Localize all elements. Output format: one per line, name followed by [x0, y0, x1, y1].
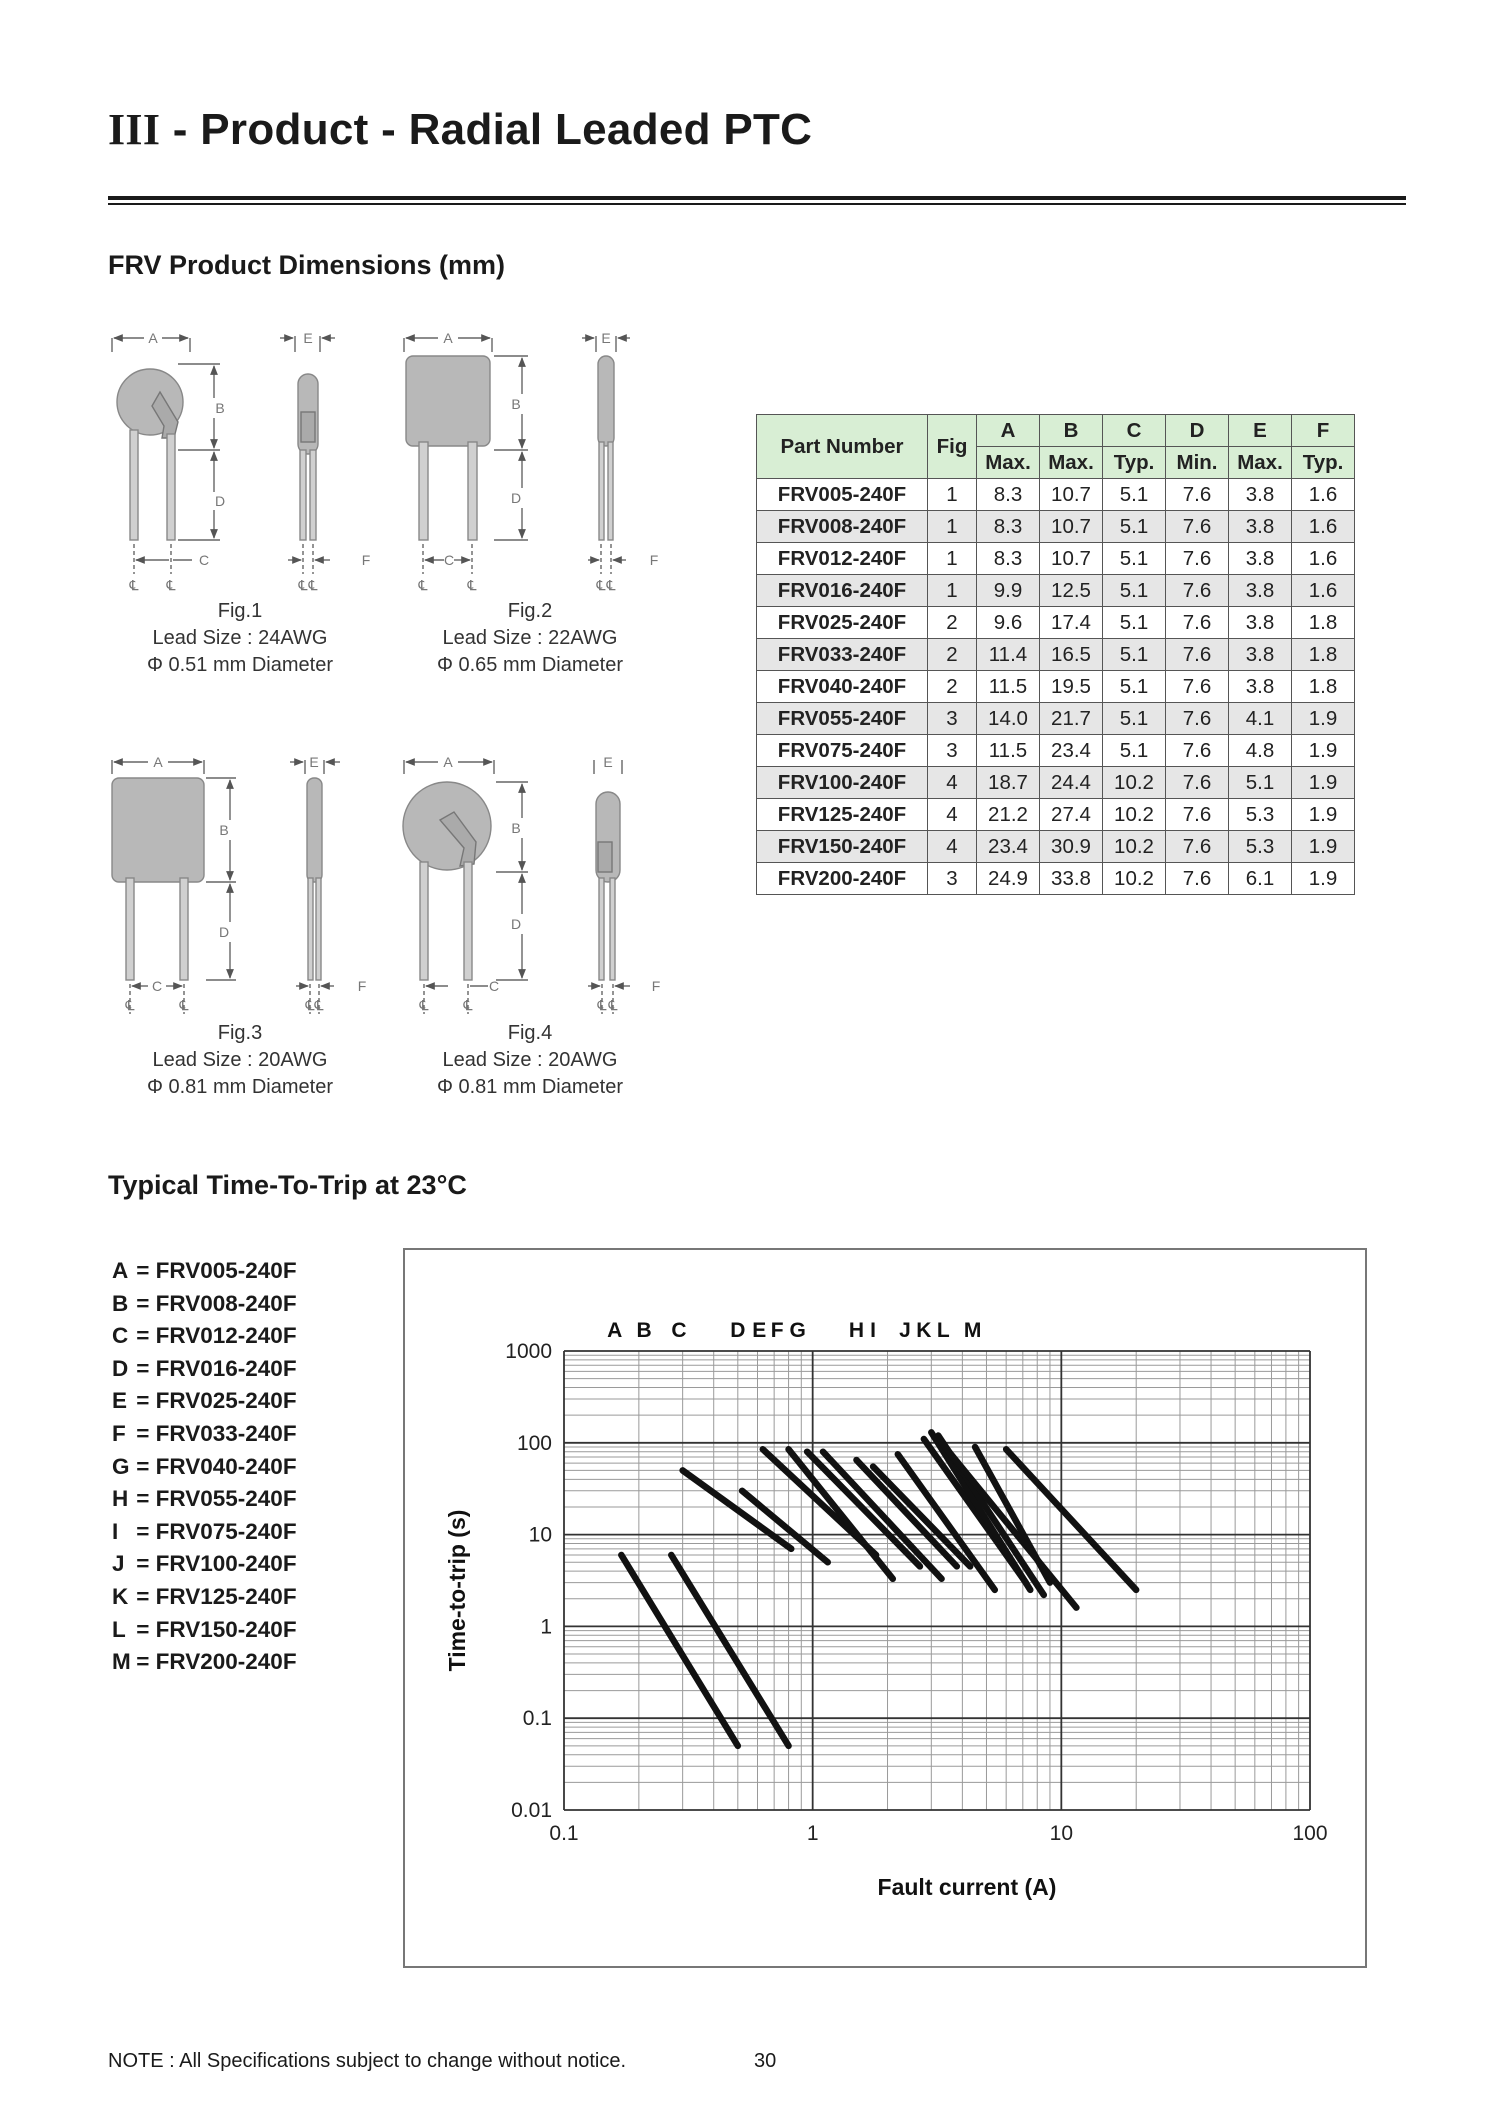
fig1-label-f: F: [361, 552, 371, 568]
cell-a: 23.4: [977, 831, 1040, 863]
cell-a: 11.4: [977, 639, 1040, 671]
fig2-name: Fig.2: [507, 600, 553, 622]
fig3-label-c: C: [151, 978, 163, 994]
cell-d: 7.6: [1166, 511, 1229, 543]
title-rule-thick: [108, 196, 1406, 200]
header-col-e: E: [1229, 415, 1292, 447]
dimensions-heading: FRV Product Dimensions (mm): [108, 250, 506, 280]
cell-d: 7.6: [1166, 863, 1229, 895]
fig1-label-d: D: [214, 493, 226, 509]
cell-e: 4.1: [1229, 703, 1292, 735]
cell-e: 3.8: [1229, 607, 1292, 639]
cell-d: 7.6: [1166, 799, 1229, 831]
cell-e: 5.3: [1229, 831, 1292, 863]
legend-equals: =: [130, 1518, 156, 1544]
legend-entry: [112, 1418, 297, 1451]
subheader-col-a: Max.: [977, 447, 1040, 479]
page-title-text: - Product - Radial Leaded PTC: [160, 105, 813, 154]
centerline-symbol: ℄: [179, 997, 189, 1013]
centerline-symbol: ℄: [166, 577, 176, 593]
cell-fig: 1: [928, 479, 977, 511]
cell-fig: 3: [928, 735, 977, 767]
legend-equals: =: [130, 1355, 156, 1381]
cell-b: 16.5: [1040, 639, 1103, 671]
cell-b: 30.9: [1040, 831, 1103, 863]
series-label: A: [607, 1319, 623, 1342]
trip-chart: [405, 1250, 1365, 1966]
cell-part-number: FRV025-240F: [757, 607, 928, 639]
table-row: [757, 799, 1355, 831]
fig4-diameter: Φ 0.81 mm Diameter: [436, 1076, 623, 1098]
cell-f: 1.6: [1292, 575, 1355, 607]
fig4-label-e: E: [603, 754, 613, 770]
legend-key: A: [112, 1258, 129, 1283]
cell-d: 7.6: [1166, 607, 1229, 639]
fig3-label-e: E: [309, 754, 319, 770]
cell-f: 1.6: [1292, 479, 1355, 511]
cell-fig: 4: [928, 767, 977, 799]
x-tick-label: 1: [806, 1822, 819, 1845]
fig3-label-b: B: [219, 822, 229, 838]
dimensions-table: [756, 414, 1355, 895]
fig4-label-c: C: [488, 978, 500, 994]
cell-f: 1.9: [1292, 735, 1355, 767]
cell-part-number: FRV012-240F: [757, 543, 928, 575]
cell-f: 1.8: [1292, 639, 1355, 671]
centerline-symbol: ℄: [129, 577, 139, 593]
series-label: I: [870, 1319, 877, 1342]
table-row: [757, 831, 1355, 863]
legend-entry: [112, 1320, 297, 1353]
dimension-figures: [108, 322, 668, 1112]
cell-part-number: FRV055-240F: [757, 703, 928, 735]
cell-e: 3.8: [1229, 479, 1292, 511]
fig1-side-drawing: [280, 336, 335, 574]
page-number: 30: [754, 2050, 777, 2072]
fig2-label-d: D: [510, 490, 522, 506]
legend-equals: =: [130, 1323, 156, 1349]
legend-part: FRV055-240F: [155, 1486, 297, 1512]
cell-e: 3.8: [1229, 511, 1292, 543]
cell-c: 5.1: [1103, 575, 1166, 607]
fig3-diameter: Φ 0.81 mm Diameter: [146, 1076, 333, 1098]
cell-c: 10.2: [1103, 767, 1166, 799]
cell-d: 7.6: [1166, 831, 1229, 863]
cell-d: 7.6: [1166, 767, 1229, 799]
cell-b: 10.7: [1040, 479, 1103, 511]
cell-f: 1.9: [1292, 767, 1355, 799]
cell-d: 7.6: [1166, 639, 1229, 671]
centerline-symbol: ℄: [608, 997, 618, 1013]
subheader-col-e: Max.: [1229, 447, 1292, 479]
fig4-label-a: A: [443, 754, 453, 770]
cell-part-number: FRV016-240F: [757, 575, 928, 607]
cell-d: 7.6: [1166, 735, 1229, 767]
trip-heading: Typical Time-To-Trip at 23°C: [108, 1170, 467, 1200]
fig1-front-drawing: [112, 338, 220, 574]
cell-f: 1.8: [1292, 607, 1355, 639]
y-tick-label: 0.1: [522, 1707, 552, 1731]
footer-note: NOTE : All Specifications subject to change without notice.: [108, 2050, 627, 2072]
cell-part-number: FRV040-240F: [757, 671, 928, 703]
cell-d: 7.6: [1166, 543, 1229, 575]
legend-equals: =: [130, 1453, 156, 1479]
fig4-name: Fig.4: [507, 1022, 553, 1044]
dimensions-table-body: [757, 479, 1355, 895]
cell-e: 3.8: [1229, 639, 1292, 671]
cell-a: 18.7: [977, 767, 1040, 799]
subheader-col-d: Min.: [1166, 447, 1229, 479]
legend-entry: [112, 1353, 297, 1386]
cell-e: 5.1: [1229, 767, 1292, 799]
header-fig: Fig: [928, 415, 977, 479]
fig4-lead-size: Lead Size : 20AWG: [442, 1049, 618, 1071]
legend-entry: [112, 1614, 297, 1647]
cell-part-number: FRV100-240F: [757, 767, 928, 799]
series-label: D: [730, 1319, 746, 1342]
cell-a: 14.0: [977, 703, 1040, 735]
legend-equals: =: [130, 1583, 156, 1609]
legend-part: FRV200-240F: [155, 1649, 297, 1675]
cell-b: 23.4: [1040, 735, 1103, 767]
x-tick-label: 0.1: [549, 1822, 579, 1845]
centerline-symbol: ℄: [418, 577, 428, 593]
centerline-symbol: ℄: [606, 577, 616, 593]
cell-fig: 1: [928, 575, 977, 607]
legend-part: FRV100-240F: [155, 1551, 297, 1577]
cell-c: 10.2: [1103, 831, 1166, 863]
table-row: [757, 607, 1355, 639]
legend-equals: =: [130, 1486, 156, 1512]
fig4-side-drawing: [588, 760, 630, 1014]
legend-entry: [112, 1548, 297, 1581]
legend-part: FRV033-240F: [155, 1420, 297, 1446]
cell-b: 10.7: [1040, 511, 1103, 543]
legend-part: FRV008-240F: [155, 1290, 297, 1316]
table-row: [757, 735, 1355, 767]
legend-key: K: [112, 1583, 129, 1609]
series-label: G: [789, 1319, 806, 1342]
cell-e: 5.3: [1229, 799, 1292, 831]
cell-b: 12.5: [1040, 575, 1103, 607]
legend-entry: [112, 1255, 297, 1288]
fig1-lead-size: Lead Size : 24AWG: [152, 627, 328, 649]
cell-a: 24.9: [977, 863, 1040, 895]
subheader-col-f: Typ.: [1292, 447, 1355, 479]
cell-b: 21.7: [1040, 703, 1103, 735]
y-tick-label: 100: [516, 1431, 552, 1455]
cell-part-number: FRV008-240F: [757, 511, 928, 543]
legend-key: M: [112, 1649, 131, 1675]
fig3-lead-size: Lead Size : 20AWG: [152, 1049, 328, 1071]
table-row: [757, 511, 1355, 543]
legend-key: L: [112, 1616, 126, 1642]
cell-part-number: FRV200-240F: [757, 863, 928, 895]
y-tick-label: 1: [540, 1615, 552, 1639]
cell-fig: 1: [928, 543, 977, 575]
legend-entry: [112, 1288, 297, 1321]
fig4-label-f: F: [651, 978, 661, 994]
legend-key: J: [112, 1551, 125, 1577]
centerline-symbol: ℄: [308, 577, 318, 593]
cell-a: 9.6: [977, 607, 1040, 639]
series-label: H: [848, 1319, 865, 1342]
cell-fig: 2: [928, 607, 977, 639]
legend-key: B: [112, 1290, 129, 1316]
table-header-row: [757, 415, 1355, 447]
cell-f: 1.9: [1292, 863, 1355, 895]
cell-fig: 4: [928, 799, 977, 831]
fig2-label-a: A: [443, 330, 453, 346]
cell-a: 9.9: [977, 575, 1040, 607]
cell-c: 5.1: [1103, 479, 1166, 511]
subheader-col-c: Typ.: [1103, 447, 1166, 479]
legend-entry: [112, 1646, 297, 1679]
table-row: [757, 863, 1355, 895]
cell-d: 7.6: [1166, 703, 1229, 735]
fig2-lead-size: Lead Size : 22AWG: [442, 627, 618, 649]
legend-key: G: [112, 1453, 130, 1479]
cell-fig: 3: [928, 703, 977, 735]
legend-part: FRV005-240F: [155, 1258, 297, 1283]
header-part-number: Part Number: [757, 415, 928, 479]
fig4-caption: [400, 1020, 660, 1101]
series-label: J: [899, 1319, 911, 1342]
series-label: M: [963, 1319, 982, 1342]
series-label: E: [752, 1319, 767, 1342]
cell-d: 7.6: [1166, 671, 1229, 703]
table-row: [757, 703, 1355, 735]
cell-c: 5.1: [1103, 511, 1166, 543]
cell-e: 3.8: [1229, 575, 1292, 607]
cell-b: 19.5: [1040, 671, 1103, 703]
fig1-label-c: C: [198, 552, 210, 568]
cell-c: 5.1: [1103, 735, 1166, 767]
legend-part: FRV150-240F: [155, 1616, 297, 1642]
header-col-f: F: [1292, 415, 1355, 447]
legend-entry: [112, 1516, 297, 1549]
legend-key: F: [112, 1420, 126, 1446]
cell-fig: 3: [928, 863, 977, 895]
cell-fig: 2: [928, 671, 977, 703]
cell-e: 4.8: [1229, 735, 1292, 767]
cell-b: 33.8: [1040, 863, 1103, 895]
legend-equals: =: [130, 1420, 156, 1446]
cell-part-number: FRV033-240F: [757, 639, 928, 671]
y-axis-label: Time-to-trip (s): [444, 1509, 470, 1672]
trip-legend: [112, 1255, 297, 1679]
cell-c: 5.1: [1103, 639, 1166, 671]
legend-key: C: [112, 1323, 129, 1349]
legend-equals: =: [130, 1616, 156, 1642]
cell-b: 27.4: [1040, 799, 1103, 831]
fig2-label-c: C: [443, 552, 455, 568]
fig3-label-d: D: [218, 924, 230, 940]
series-label: L: [936, 1319, 950, 1342]
legend-part: FRV040-240F: [155, 1453, 297, 1479]
fig4-front-drawing: [403, 760, 528, 1014]
cell-f: 1.9: [1292, 703, 1355, 735]
table-row: [757, 767, 1355, 799]
cell-f: 1.8: [1292, 671, 1355, 703]
legend-part: FRV012-240F: [155, 1323, 297, 1349]
cell-e: 3.8: [1229, 671, 1292, 703]
cell-a: 8.3: [977, 479, 1040, 511]
legend-entry: [112, 1581, 297, 1614]
trip-chart-frame: [403, 1248, 1367, 1968]
header-col-d: D: [1166, 415, 1229, 447]
cell-f: 1.6: [1292, 511, 1355, 543]
legend-key: D: [112, 1355, 129, 1381]
y-tick-label: 0.01: [511, 1799, 552, 1822]
cell-c: 10.2: [1103, 863, 1166, 895]
cell-d: 7.6: [1166, 479, 1229, 511]
cell-part-number: FRV125-240F: [757, 799, 928, 831]
legend-part: FRV016-240F: [155, 1355, 297, 1381]
cell-d: 7.6: [1166, 575, 1229, 607]
fig3-label-a: A: [153, 754, 163, 770]
series-label: K: [916, 1319, 932, 1342]
roman-numeral: III: [108, 105, 161, 154]
legend-equals: =: [130, 1290, 156, 1316]
dimension-drawings: [108, 322, 668, 1112]
series-label: B: [636, 1319, 652, 1342]
fig4-label-b: B: [511, 820, 521, 836]
cell-part-number: FRV150-240F: [757, 831, 928, 863]
cell-e: 6.1: [1229, 863, 1292, 895]
cell-e: 3.8: [1229, 543, 1292, 575]
fig1-caption: [110, 598, 370, 679]
cell-a: 8.3: [977, 543, 1040, 575]
fig1-label-e: E: [303, 330, 313, 346]
header-col-b: B: [1040, 415, 1103, 447]
centerline-symbol: ℄: [314, 997, 324, 1013]
table-row: [757, 543, 1355, 575]
centerline-symbol: ℄: [298, 577, 308, 593]
cell-fig: 4: [928, 831, 977, 863]
fig2-label-b: B: [511, 396, 521, 412]
legend-entry: [112, 1483, 297, 1516]
page-title: [108, 104, 812, 155]
fig1-name: Fig.1: [217, 600, 263, 622]
legend-key: I: [112, 1518, 119, 1544]
cell-c: 5.1: [1103, 671, 1166, 703]
table-row: [757, 671, 1355, 703]
cell-f: 1.9: [1292, 831, 1355, 863]
cell-a: 11.5: [977, 671, 1040, 703]
legend-part: FRV075-240F: [155, 1518, 297, 1544]
legend-key: E: [112, 1388, 128, 1414]
trip-curve-b: [671, 1555, 788, 1746]
cell-c: 5.1: [1103, 607, 1166, 639]
legend-equals: =: [130, 1551, 156, 1577]
header-col-a: A: [977, 415, 1040, 447]
legend-equals: =: [130, 1649, 156, 1675]
fig1-label-a: A: [148, 330, 158, 346]
series-label: C: [671, 1319, 687, 1342]
centerline-symbol: ℄: [463, 997, 473, 1013]
cell-a: 21.2: [977, 799, 1040, 831]
legend-part: FRV025-240F: [155, 1388, 297, 1414]
table-row: [757, 639, 1355, 671]
y-tick-label: 10: [528, 1523, 552, 1547]
x-axis-label: Fault current (A): [877, 1874, 1057, 1900]
cell-b: 24.4: [1040, 767, 1103, 799]
series-label: F: [770, 1319, 784, 1342]
fig2-front-drawing: [404, 338, 528, 574]
cell-b: 10.7: [1040, 543, 1103, 575]
fig3-label-f: F: [357, 978, 367, 994]
cell-part-number: FRV005-240F: [757, 479, 928, 511]
fig2-label-f: F: [649, 552, 659, 568]
legend-equals: =: [130, 1258, 156, 1283]
centerline-symbol: ℄: [467, 577, 477, 593]
x-tick-label: 10: [1049, 1822, 1074, 1845]
legend-key: H: [112, 1486, 129, 1512]
cell-a: 8.3: [977, 511, 1040, 543]
centerline-symbol: ℄: [125, 997, 135, 1013]
trip-curve-c: [683, 1470, 792, 1548]
subheader-col-b: Max.: [1040, 447, 1103, 479]
fig3-front-drawing: [112, 760, 236, 1014]
centerline-symbol: ℄: [305, 997, 315, 1013]
centerline-symbol: ℄: [597, 997, 607, 1013]
fig1-diameter: Φ 0.51 mm Diameter: [146, 654, 333, 676]
fig4-label-d: D: [510, 916, 522, 932]
y-tick-label: 1000: [505, 1340, 552, 1363]
cell-fig: 2: [928, 639, 977, 671]
centerline-symbol: ℄: [419, 997, 429, 1013]
legend-part: FRV125-240F: [155, 1583, 297, 1609]
fig2-label-e: E: [601, 330, 611, 346]
fig1-label-b: B: [215, 400, 225, 416]
cell-part-number: FRV075-240F: [757, 735, 928, 767]
table-row: [757, 575, 1355, 607]
legend-entry: [112, 1451, 297, 1484]
cell-fig: 1: [928, 511, 977, 543]
cell-c: 10.2: [1103, 799, 1166, 831]
cell-f: 1.6: [1292, 543, 1355, 575]
cell-c: 5.1: [1103, 703, 1166, 735]
legend-equals: =: [130, 1388, 156, 1414]
cell-b: 17.4: [1040, 607, 1103, 639]
table-row: [757, 479, 1355, 511]
fig3-caption: [110, 1020, 370, 1101]
cell-c: 5.1: [1103, 543, 1166, 575]
cell-f: 1.9: [1292, 799, 1355, 831]
fig2-caption: [400, 598, 660, 679]
fig3-side-drawing: [290, 760, 340, 1014]
fig2-side-drawing: [582, 336, 630, 574]
x-tick-label: 100: [1292, 1822, 1328, 1845]
centerline-symbol: ℄: [596, 577, 606, 593]
title-rule-thin: [108, 203, 1406, 205]
cell-a: 11.5: [977, 735, 1040, 767]
fig2-diameter: Φ 0.65 mm Diameter: [436, 654, 623, 676]
header-col-c: C: [1103, 415, 1166, 447]
fig3-name: Fig.3: [217, 1022, 263, 1044]
legend-entry: [112, 1385, 297, 1418]
